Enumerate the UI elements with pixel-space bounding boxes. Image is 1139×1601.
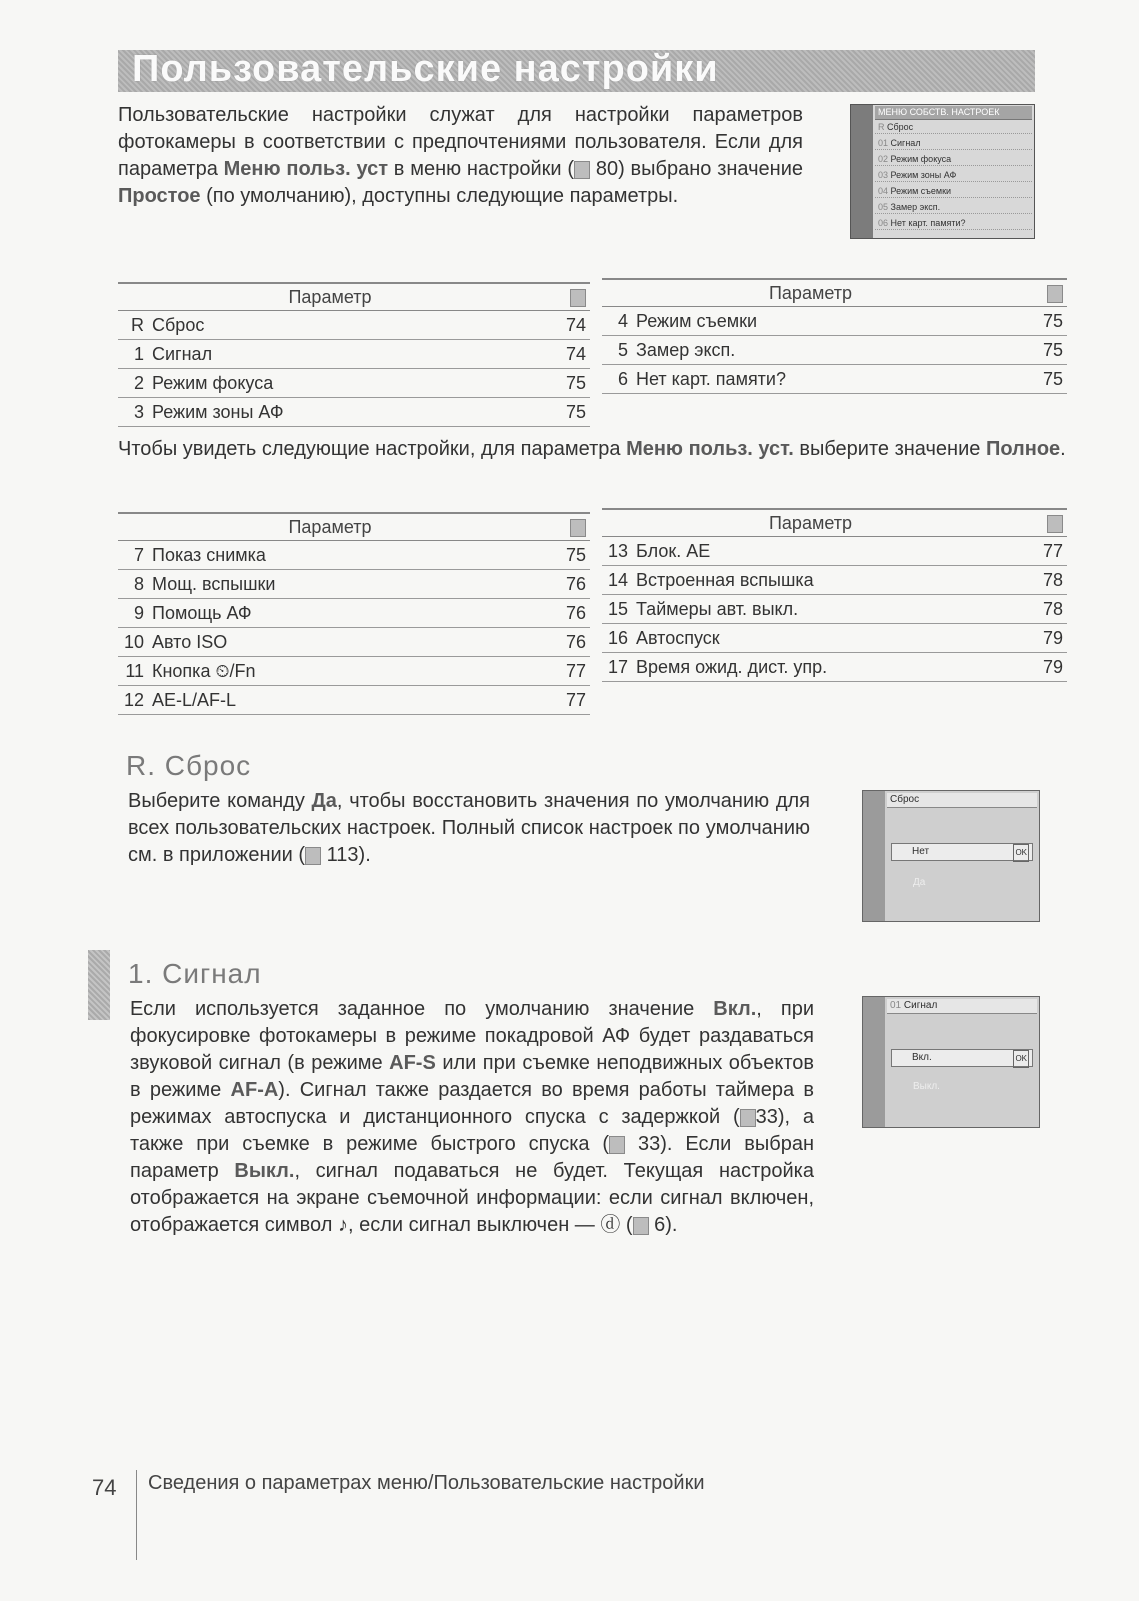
menu-item-label: Режим зоны АФ: [890, 170, 957, 180]
beep-ref-1: 33: [755, 1106, 778, 1128]
mid-emphasis-full: Полное: [985, 438, 1061, 460]
param-page: 77: [542, 657, 590, 686]
param-page: 74: [542, 311, 590, 340]
param-number: 15: [602, 595, 632, 624]
table-header-parameter: Параметр: [602, 279, 1019, 307]
param-page: 78: [1019, 595, 1067, 624]
beep-emphasis-afs: AF-S: [389, 1052, 436, 1074]
beep-heading: 1. Сигнал: [128, 958, 262, 989]
table-row: [118, 340, 590, 369]
table-header-parameter: Параметр: [118, 513, 542, 541]
table-row: [602, 595, 1067, 624]
menu-item-label: Сигнал: [890, 138, 921, 148]
menu-item: [875, 201, 1032, 214]
page-number: 74: [92, 1475, 117, 1500]
beep-section: [128, 958, 262, 990]
table-row: [602, 307, 1067, 336]
beep-emphasis-on: Вкл.: [713, 998, 757, 1020]
intro-text-2: в меню настройки (: [393, 158, 575, 180]
reset-text-3: ).: [358, 844, 371, 866]
beep-option-on: Вкл.: [912, 1052, 932, 1063]
param-page: 75: [1019, 307, 1067, 336]
beep-dialog-code: 01: [890, 1000, 902, 1011]
param-number: 13: [602, 537, 632, 566]
mid-text-3: .: [1060, 438, 1066, 460]
reset-option-yes: Да: [913, 877, 926, 888]
menu-item: [875, 217, 1032, 230]
mid-text-1: Чтобы увидеть следующие настройки, для параметра: [118, 438, 621, 460]
param-number: 1: [118, 340, 148, 369]
param-number: 2: [118, 369, 148, 398]
page-reference-icon: [740, 1109, 756, 1127]
param-number: 8: [118, 570, 148, 599]
menu-item: [875, 185, 1032, 198]
param-name: Сигнал: [148, 340, 542, 369]
param-name: Нет карт. памяти?: [632, 365, 1019, 394]
menu-item-label: Режим съемки: [890, 186, 952, 196]
intro-paragraph: [118, 102, 803, 210]
menu-item: [875, 169, 1032, 182]
full-menu-paragraph: [118, 436, 1068, 463]
menu-item-label: Режим фокуса: [890, 154, 952, 164]
param-page: 76: [542, 570, 590, 599]
intro-emphasis-simple: Простое: [118, 185, 201, 207]
param-name: Режим зоны АФ: [148, 398, 542, 427]
param-page: 76: [542, 628, 590, 657]
menu-item-code: 06: [878, 218, 889, 228]
reset-text-1: Выберите команду: [128, 790, 305, 812]
settings-table-full-left: [118, 512, 590, 715]
ok-badge: OK: [1013, 1050, 1029, 1068]
beep-emphasis-off: Выкл.: [234, 1160, 295, 1182]
beep-text-3: или при съемке неподвижных объектов в режиме: [130, 1052, 815, 1101]
page-reference-icon: [305, 847, 321, 865]
menu-item-code: 03: [878, 170, 889, 180]
menu-item-code: 01: [878, 138, 889, 148]
footer-section-title: Сведения о параметрах меню/Пользовательские настройки: [148, 1472, 705, 1494]
table-header-page-icon: [542, 513, 590, 541]
beep-option-off: Выкл.: [913, 1081, 940, 1092]
beep-text-7: , сигнал подаваться не будет. Текущая настройка отображается на экране съемочной информации: если сигнал включен, отображается символ ♪, если сигнал выключен — ⓓ (: [130, 1160, 814, 1236]
param-name: Время ожид. дист. упр.: [632, 653, 1019, 682]
table-header-parameter: Параметр: [602, 509, 1019, 537]
intro-text-3: ) выбрано значение: [618, 158, 803, 180]
table-row: [602, 566, 1067, 595]
menu-item-code: 02: [878, 154, 889, 164]
param-page: 77: [1019, 537, 1067, 566]
param-page: 75: [542, 398, 590, 427]
beep-ref-2: 33: [638, 1133, 661, 1155]
param-name: AE-L/AF-L: [148, 686, 542, 715]
menu-item-label: Нет карт. памяти?: [890, 218, 966, 228]
param-name: Замер эксп.: [632, 336, 1019, 365]
menu-item: [875, 121, 1032, 134]
settings-table-simple-right: [602, 278, 1067, 394]
mid-emphasis-menu: Меню польз. уст.: [626, 438, 794, 460]
page-reference-icon: [574, 161, 590, 179]
beep-text-6: ). Если выбран параметр: [130, 1133, 814, 1182]
dialog-side-tabs: [863, 997, 885, 1127]
table-row: [118, 686, 590, 715]
param-name: Показ снимка: [148, 541, 542, 570]
settings-table-simple-left: [118, 282, 590, 427]
param-number: 10: [118, 628, 148, 657]
table-row: [602, 336, 1067, 365]
reset-emphasis-yes: Да: [311, 790, 337, 812]
beep-dialog-title: [887, 999, 1037, 1014]
reset-ref: 113: [326, 844, 359, 866]
intro-text-1: Пользовательские настройки служат для настройки параметров фотокамеры в соответствии с предпочтениями пользователя. Если для параметра: [118, 104, 803, 180]
param-number: 6: [602, 365, 632, 394]
menu-thumb-title: МЕНЮ СОБСТВ. НАСТРОЕК: [875, 106, 1032, 120]
reset-dialog-screenshot: [862, 790, 1040, 922]
table-header-page-icon: [1019, 509, 1067, 537]
table-row: [118, 369, 590, 398]
param-page: 75: [1019, 336, 1067, 365]
dialog-side-tabs: [863, 791, 885, 921]
param-page: 77: [542, 686, 590, 715]
param-number: 5: [602, 336, 632, 365]
param-number: 16: [602, 624, 632, 653]
beep-emphasis-afa: AF-A: [230, 1079, 279, 1101]
menu-item-label: Замер эксп.: [890, 202, 941, 212]
beep-dialog-title-text: Сигнал: [903, 1000, 938, 1011]
param-page: 76: [542, 599, 590, 628]
footer-divider: [136, 1470, 137, 1560]
ok-badge: OK: [1013, 844, 1029, 862]
param-number: 3: [118, 398, 148, 427]
table-row: [602, 365, 1067, 394]
beep-dialog-screenshot: [862, 996, 1040, 1128]
custom-settings-menu-screenshot: [850, 104, 1035, 239]
param-name: Сброс: [148, 311, 542, 340]
menu-item-code: 05: [878, 202, 889, 212]
reset-option-selected: [891, 843, 1033, 861]
param-page: 74: [542, 340, 590, 369]
reset-paragraph: [128, 788, 810, 869]
param-name: Режим съемки: [632, 307, 1019, 336]
beep-option-selected: [891, 1049, 1033, 1067]
intro-ref: 80: [595, 158, 619, 180]
param-number: 4: [602, 307, 632, 336]
param-name: Кнопка ⏲/Fn: [148, 657, 542, 686]
reset-text-2: , чтобы восстановить значения по умолчанию для всех пользовательских настроек. Полный список настроек по умолчанию см. в приложении (: [128, 790, 810, 866]
page-reference-icon: [633, 1217, 649, 1235]
param-name: Блок. АЕ: [632, 537, 1019, 566]
reset-option-no: Нет: [912, 846, 930, 857]
reset-dialog-title: Сброс: [887, 793, 1037, 808]
menu-item: [875, 153, 1032, 166]
table-header-parameter: Параметр: [118, 283, 542, 311]
table-row: [602, 537, 1067, 566]
param-number: 9: [118, 599, 148, 628]
table-row: [118, 657, 590, 686]
beep-text-5: ), а также при съемке в режиме быстрого спуска (: [130, 1106, 814, 1155]
intro-emphasis-menu: Меню польз. уст: [223, 158, 388, 180]
reset-section: [126, 750, 251, 782]
menu-side-tabs: [851, 105, 873, 238]
table-row: [602, 653, 1067, 682]
menu-item-code: 04: [878, 186, 889, 196]
table-header-page-icon: [542, 283, 590, 311]
param-page: 79: [1019, 653, 1067, 682]
param-name: Мощ. вспышки: [148, 570, 542, 599]
title-bar: [118, 50, 1035, 92]
table-row: [118, 398, 590, 427]
settings-table-full-right: [602, 508, 1067, 682]
beep-paragraph: [130, 996, 814, 1239]
param-number: R: [118, 311, 148, 340]
beep-text-8: ).: [665, 1214, 678, 1236]
reset-heading: R. Сброс: [126, 750, 252, 781]
beep-ref-3: 6: [654, 1214, 666, 1236]
table-row: [118, 599, 590, 628]
beep-text-4: ). Сигнал также раздается во время работы таймера в режимах автоспуска и дистанционного спуска с задержкой (: [130, 1079, 814, 1128]
param-number: 17: [602, 653, 632, 682]
table-row: [118, 570, 590, 599]
table-row: [602, 624, 1067, 653]
menu-item-label: Сброс: [887, 122, 914, 132]
param-name: Автоспуск: [632, 624, 1019, 653]
beep-text-2: , при фокусировке фотокамеры в режиме покадровой АФ будет раздаваться звуковой сигнал (в режиме: [130, 998, 814, 1074]
page-title: Пользовательские настройки: [132, 48, 719, 90]
param-number: 11: [118, 657, 148, 686]
param-name: Помощь АФ: [148, 599, 542, 628]
param-page: 75: [1019, 365, 1067, 394]
param-name: Авто ISO: [148, 628, 542, 657]
menu-item-code: R: [878, 122, 885, 132]
param-number: 7: [118, 541, 148, 570]
param-number: 12: [118, 686, 148, 715]
table-header-page-icon: [1019, 279, 1067, 307]
mid-text-2: выберите значение: [799, 438, 981, 460]
table-row: [118, 628, 590, 657]
param-page: 75: [542, 541, 590, 570]
param-page: 79: [1019, 624, 1067, 653]
param-name: Таймеры авт. выкл.: [632, 595, 1019, 624]
param-page: 78: [1019, 566, 1067, 595]
param-name: Режим фокуса: [148, 369, 542, 398]
page-reference-icon: [609, 1136, 625, 1154]
param-number: 14: [602, 566, 632, 595]
param-name: Встроенная вспышка: [632, 566, 1019, 595]
table-row: [118, 311, 590, 340]
table-row: [118, 541, 590, 570]
beep-text-1: Если используется заданное по умолчанию значение: [130, 998, 695, 1020]
pencil-tab-icon: [88, 950, 110, 1020]
menu-item: [875, 137, 1032, 150]
intro-text-4: (по умолчанию), доступны следующие параметры.: [206, 185, 679, 207]
param-page: 75: [542, 369, 590, 398]
